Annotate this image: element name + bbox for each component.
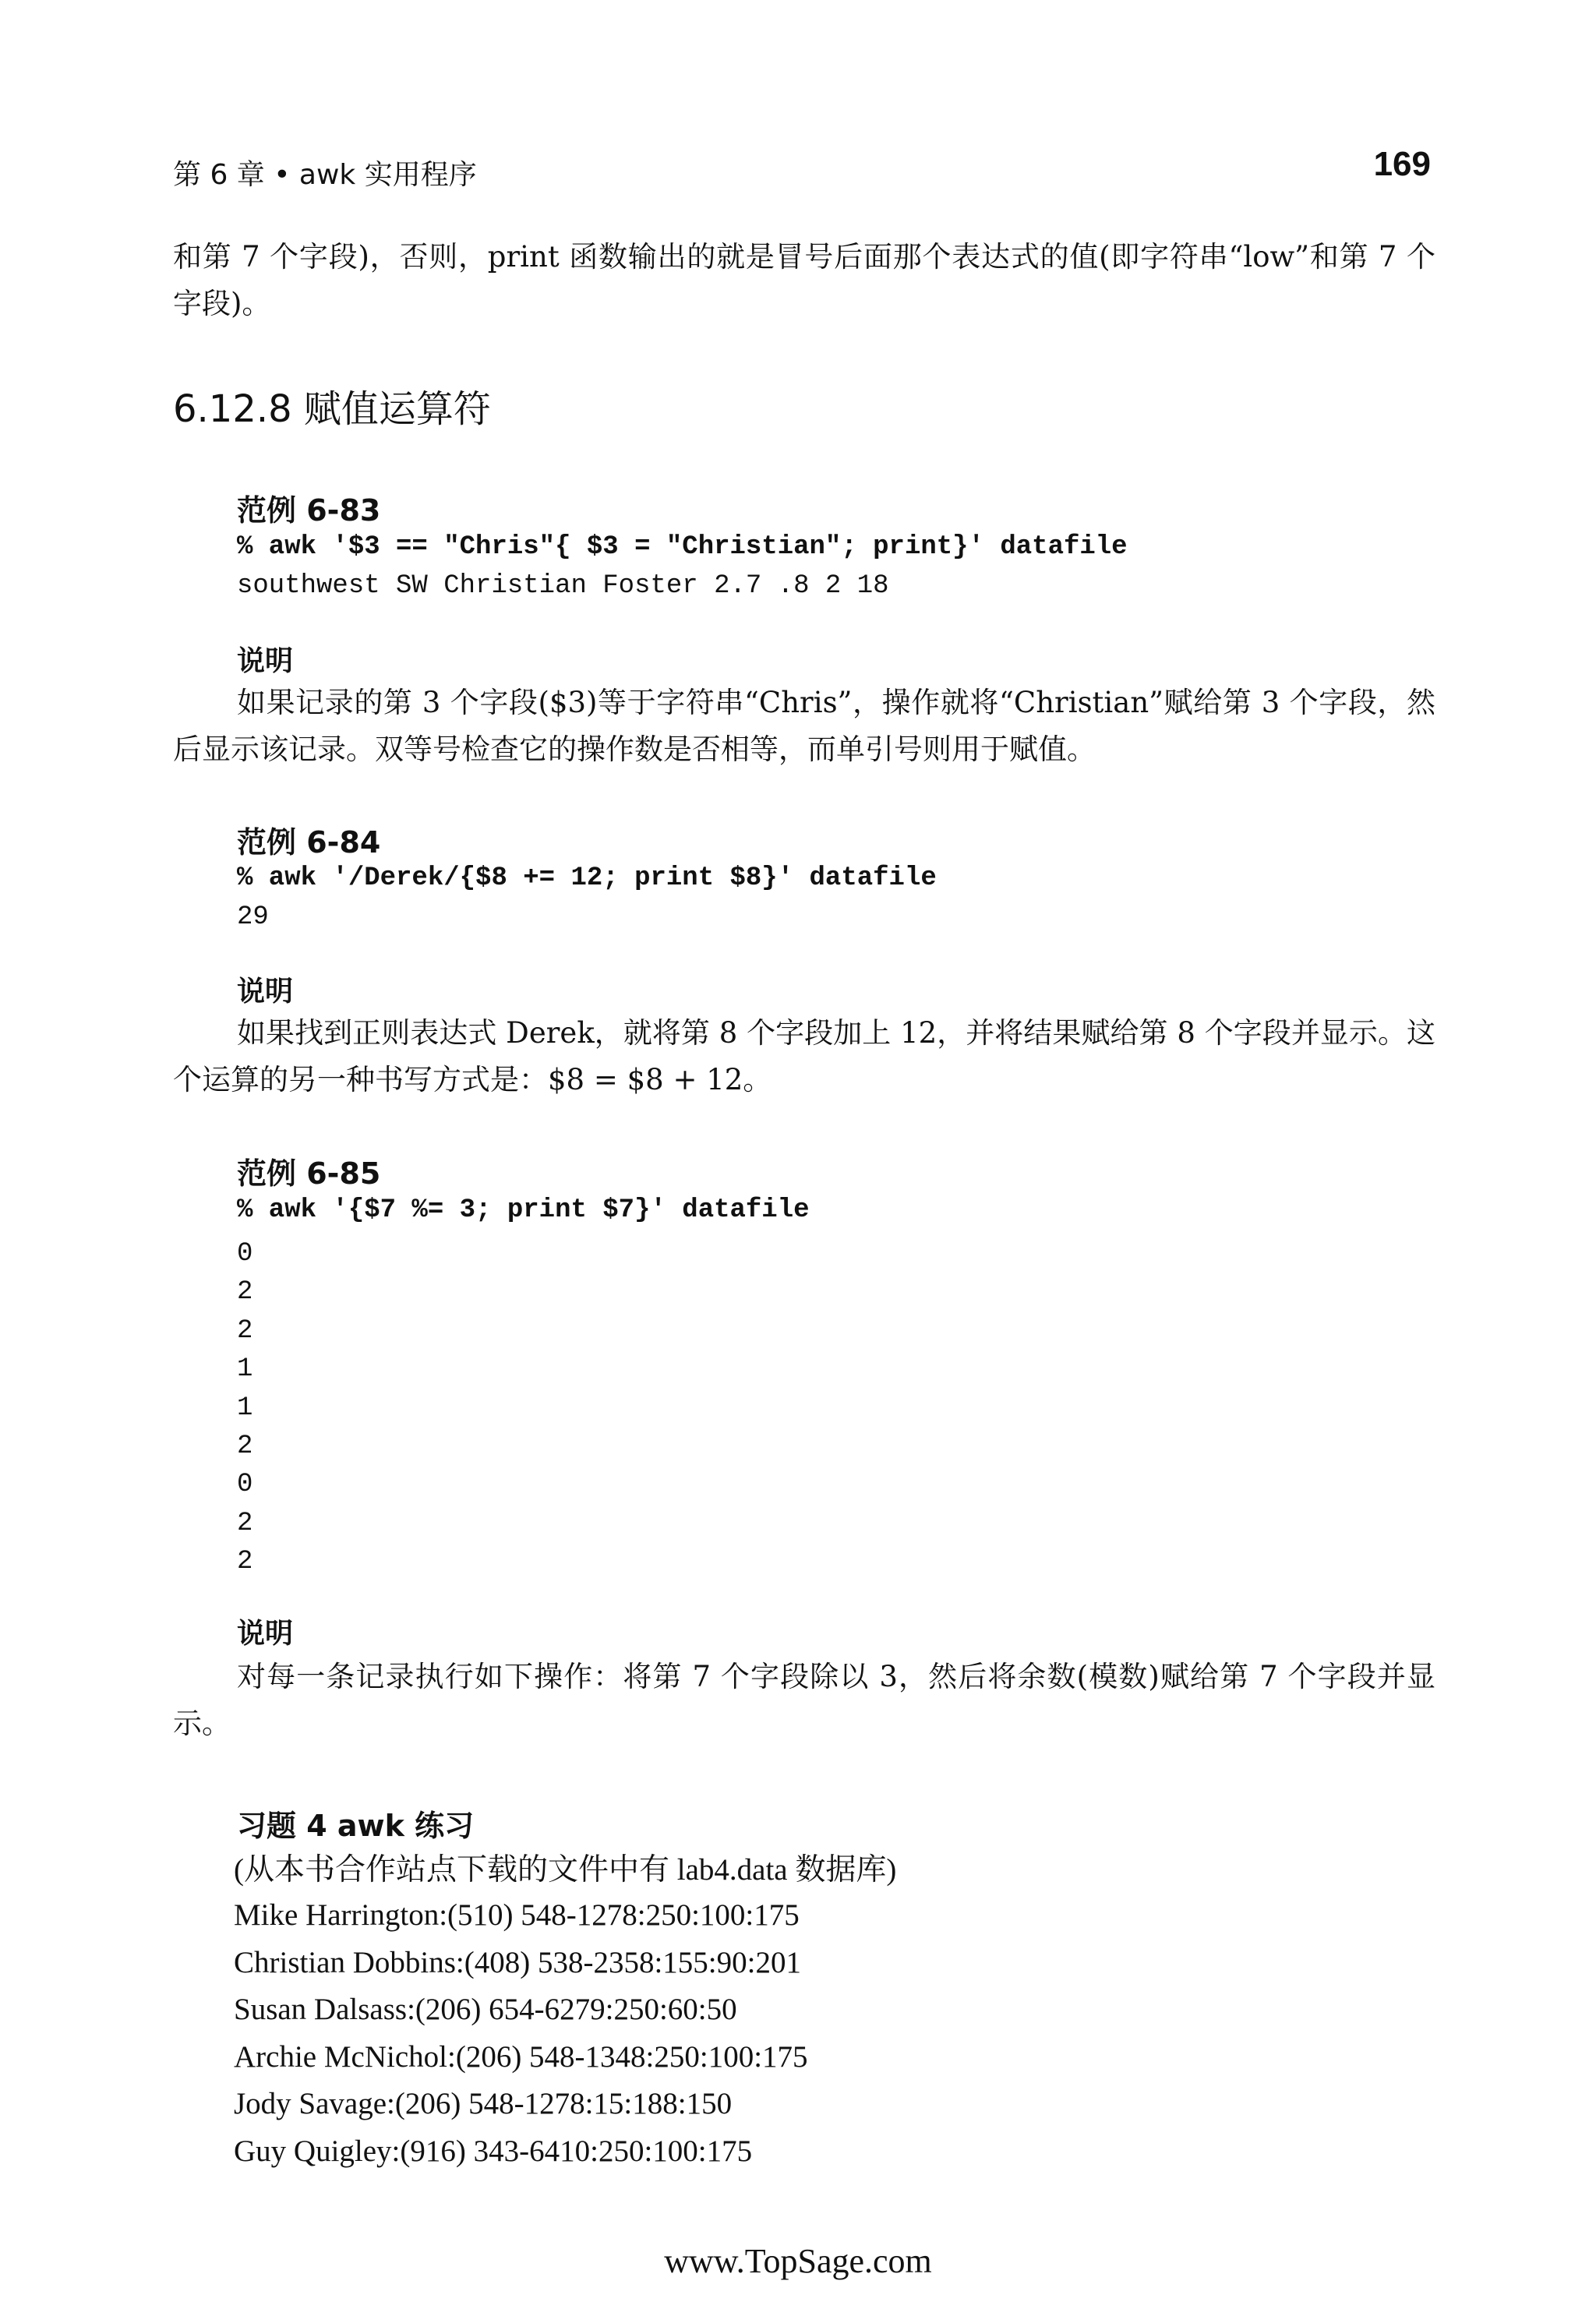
- example-output-6-84: 29: [237, 902, 269, 932]
- output-line: 0: [237, 1470, 253, 1500]
- data-line: Guy Quigley:(916) 343-6410:250:100:175: [234, 2134, 753, 2168]
- output-line: 2: [237, 1508, 253, 1538]
- output-line: 0: [237, 1239, 253, 1269]
- explanation-6-83: 如果记录的第 3 个字段($3)等于字符串“Chris”，操作就将“Christian”赋给第 3 个字段，然后显示该记录。双等号检查它的操作数是否相等，而单引号则用于赋值。: [173, 686, 1435, 766]
- exercise-data-list: [234, 1892, 808, 2175]
- data-line: Jody Savage:(206) 548-1278:15:188:150: [234, 2087, 733, 2120]
- example-output-6-85: [237, 1235, 252, 1582]
- exercise-note: (从本书合作站点下载的文件中有 lab4.data 数据库): [234, 1853, 897, 1887]
- exercise-title: 习题 4 awk 练习: [237, 1809, 475, 1843]
- data-line: Mike Harrington:(510) 548-1278:250:100:175: [234, 1898, 800, 1932]
- example-title-6-83: 范例 6-83: [237, 493, 381, 528]
- example-title-6-84: 范例 6-84: [237, 825, 381, 860]
- explanation-6-84: 如果找到正则表达式 Derek，就将第 8 个字段加上 12，并将结果赋给第 8 个字段并显示。这个运算的另一种书写方式是：$8 = $8 + 12。: [173, 1016, 1435, 1096]
- output-line: 2: [237, 1547, 253, 1577]
- example-command-6-84: % awk '/Derek/{$8 += 12; print $8}' datafile: [237, 863, 937, 893]
- example-command-6-85: % awk '{$7 %= 3; print $7}' datafile: [237, 1195, 810, 1225]
- explanation-6-85: 对每一条记录执行如下操作：将第 7 个字段除以 3，然后将余数(模数)赋给第 7 个字段并显示。: [173, 1660, 1435, 1740]
- example-command-6-83: % awk '$3 == "Chris"{ $3 = "Christian"; print}' datafile: [237, 532, 1128, 562]
- section-title: 6.12.8 赋值运算符: [173, 387, 491, 431]
- output-line: 1: [237, 1354, 253, 1385]
- intro-paragraph: 和第 7 个字段)，否则，print 函数输出的就是冒号后面那个表达式的值(即字符串“low”和第 7 个字段)。: [173, 240, 1435, 320]
- footer-url: www.TopSage.com: [664, 2242, 932, 2280]
- data-line: Susan Dalsass:(206) 654-6279:250:60:50: [234, 1993, 737, 2026]
- output-line: 1: [237, 1393, 253, 1423]
- running-head: 第 6 章 • awk 实用程序: [173, 159, 477, 191]
- example-output-6-83: southwest SW Christian Foster 2.7 .8 2 18: [237, 571, 889, 601]
- output-line: 2: [237, 1315, 253, 1346]
- data-line: Christian Dobbins:(408) 538-2358:155:90:201: [234, 1945, 801, 1979]
- explain-label-6-84: 说明: [237, 976, 294, 1008]
- explain-label-6-83: 说明: [237, 645, 294, 677]
- output-line: 2: [237, 1277, 253, 1308]
- explain-label-6-85: 说明: [237, 1618, 294, 1650]
- example-title-6-85: 范例 6-85: [237, 1156, 381, 1191]
- data-line: Archie McNichol:(206) 548-1348:250:100:175: [234, 2039, 808, 2074]
- output-line: 2: [237, 1432, 253, 1462]
- page-number: 169: [1373, 145, 1431, 183]
